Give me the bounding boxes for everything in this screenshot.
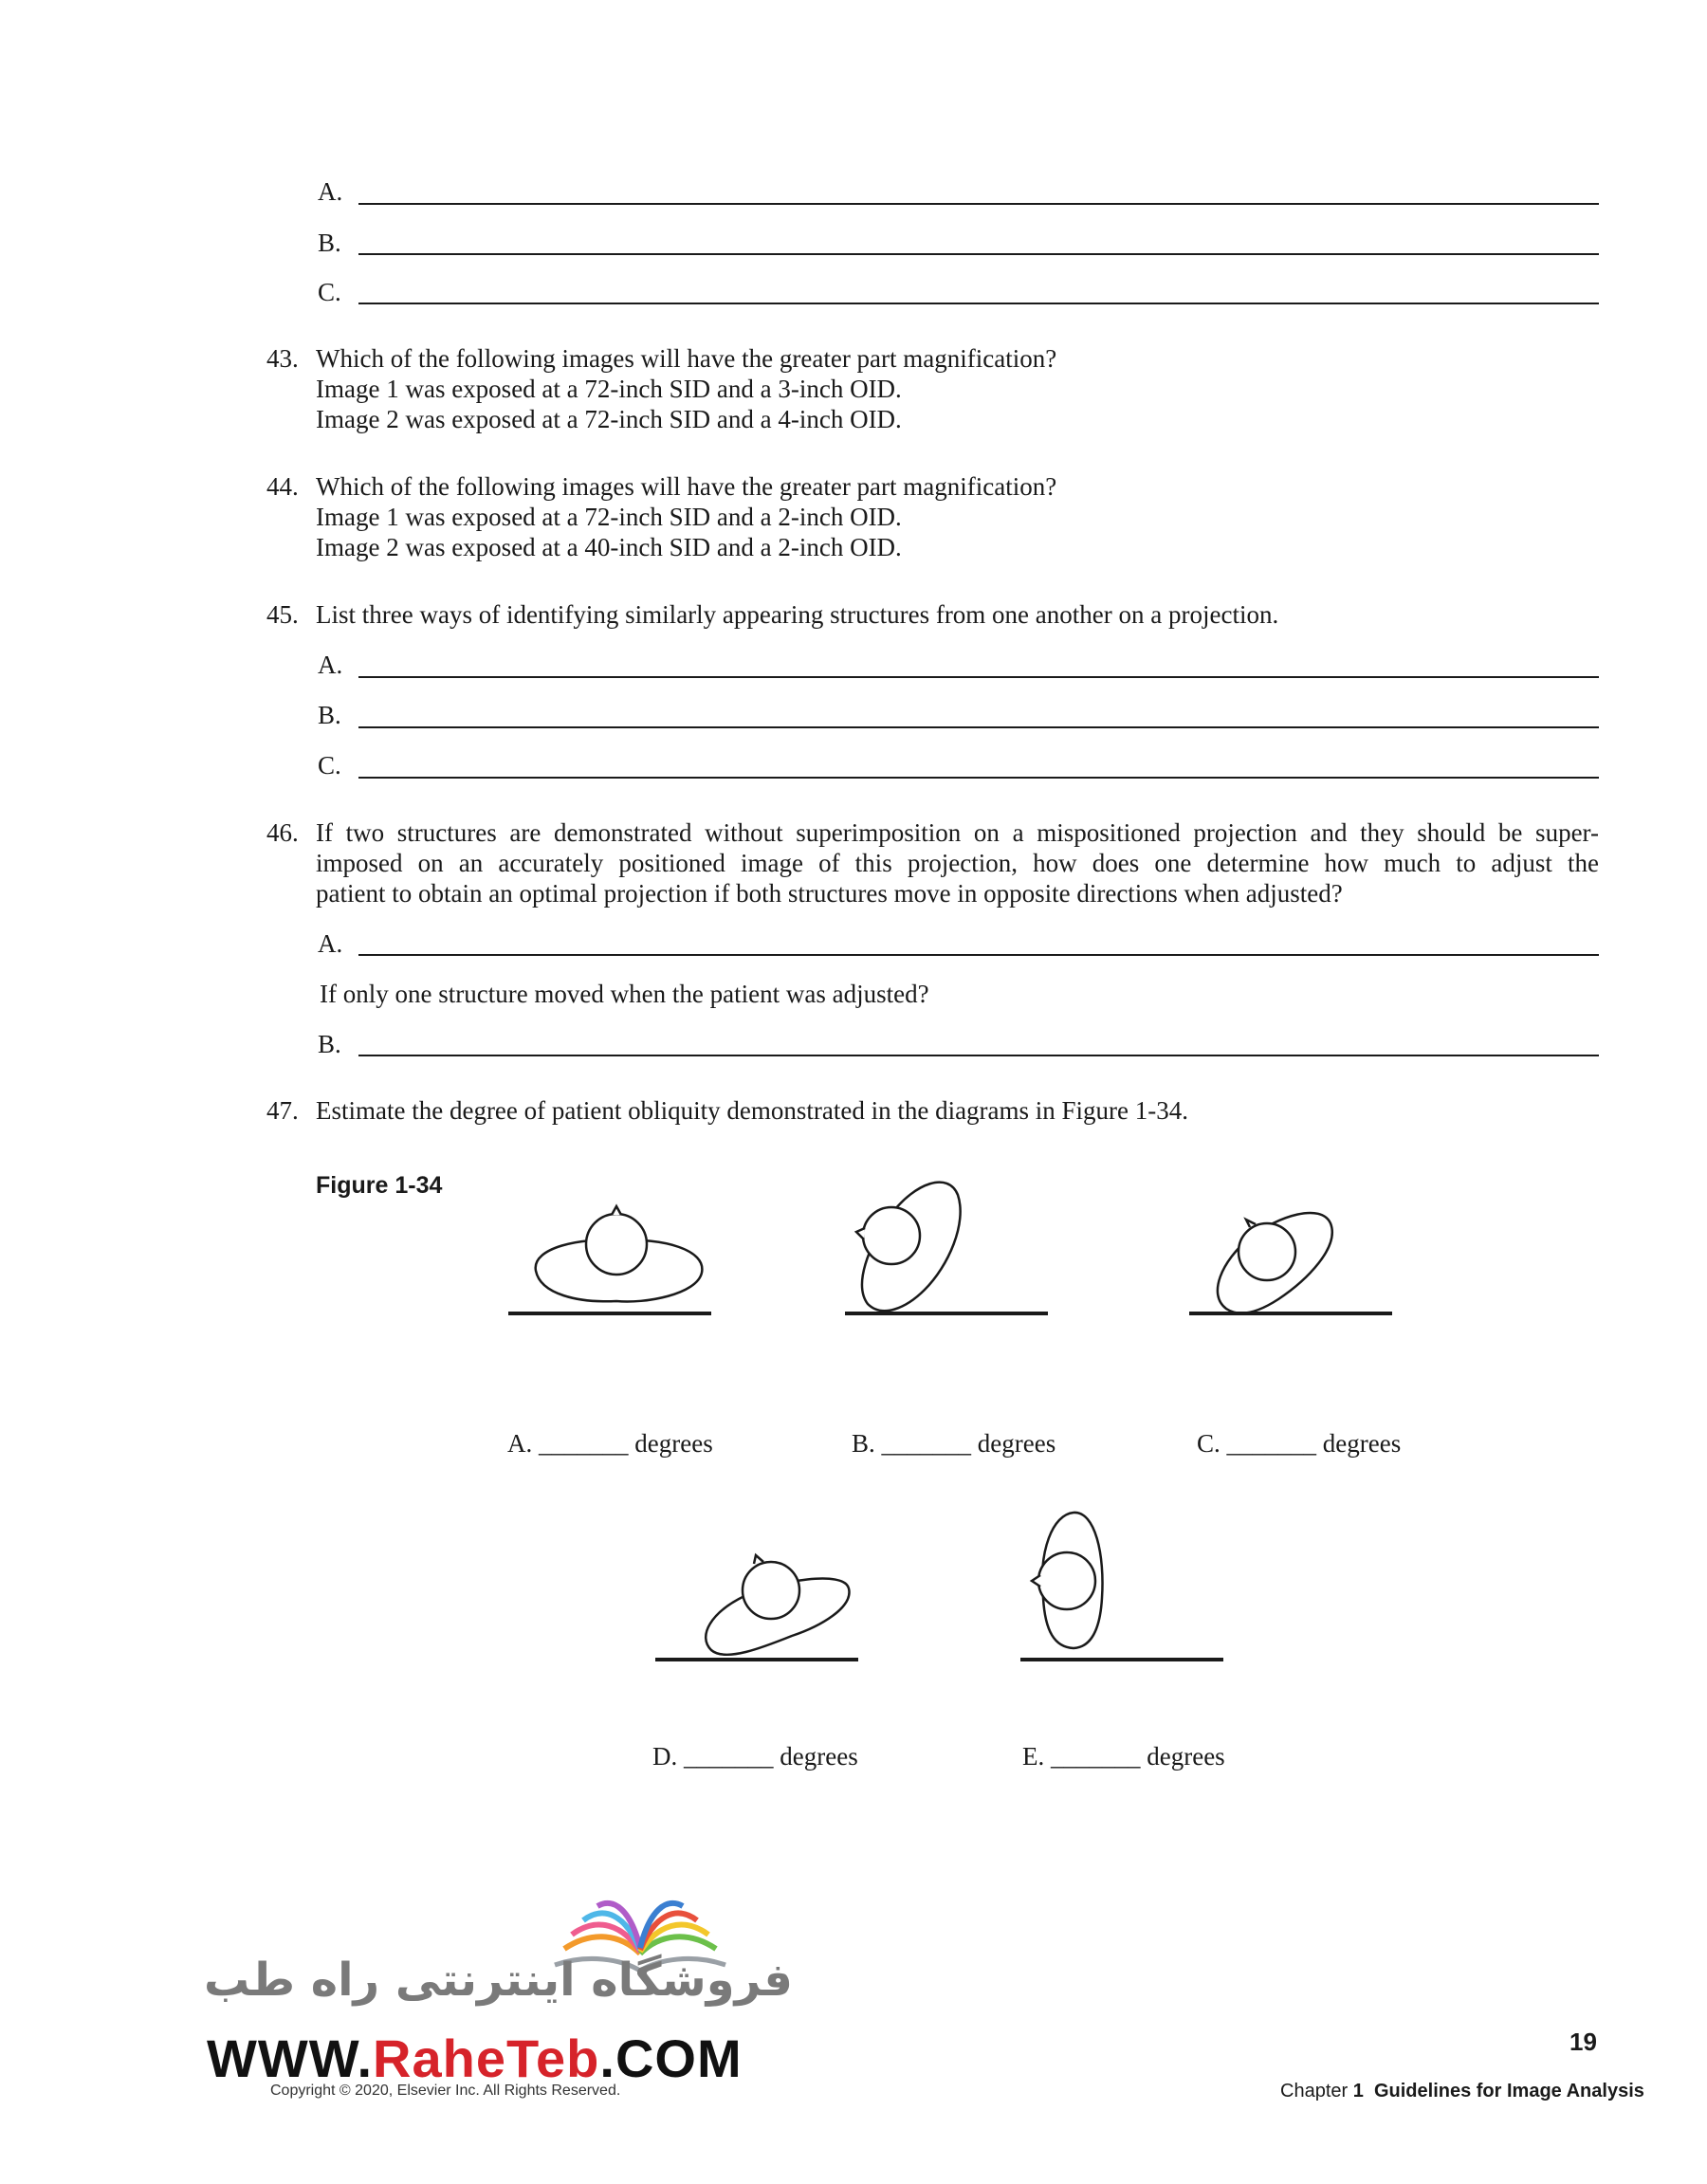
label-diagram-c: C. _______ degrees — [1197, 1429, 1402, 1458]
q45-number: 45. — [266, 600, 299, 629]
obliquity-diagram-c — [1184, 1195, 1411, 1332]
q46-a-answer-line[interactable] — [358, 954, 1599, 956]
label-diagram-a: A. _______ degrees — [507, 1429, 713, 1458]
q46-b-answer-line[interactable] — [358, 1055, 1599, 1056]
chapter-number: 1 — [1352, 2081, 1364, 2101]
q44-line1: Which of the following images will have the greater part magnification? — [316, 472, 1057, 501]
copyright-notice: Copyright © 2020, Elsevier Inc. All Rights Reserved. — [270, 2083, 621, 2099]
chapter-footer — [1280, 2081, 1644, 2102]
q47-number: 47. — [266, 1096, 299, 1125]
watermark-url-prefix: WWW. — [207, 2028, 374, 2088]
label-diagram-d: D. _______ degrees — [652, 1742, 858, 1771]
q46-line3: patient to obtain an optimal projection if both structures move in opposite directions when adjusted? — [316, 879, 1343, 908]
q45-text: List three ways of identifying similarly appearing structures from one another on a projection. — [316, 600, 1279, 629]
q45-c-label: C. — [318, 751, 341, 780]
q42-b-answer-line[interactable] — [358, 253, 1599, 255]
q46-b-label: B. — [318, 1030, 341, 1058]
q44-line2: Image 1 was exposed at a 72-inch SID and a 2-inch OID. — [316, 503, 902, 531]
q47-text: Estimate the degree of patient obliquity demonstrated in the diagrams in Figure 1-34. — [316, 1096, 1189, 1125]
q43-line3: Image 2 was exposed at a 72-inch SID and a 4-inch OID. — [316, 405, 902, 433]
label-diagram-b: B. _______ degrees — [852, 1429, 1056, 1458]
q44-line3: Image 2 was exposed at a 40-inch SID and a 2-inch OID. — [316, 533, 902, 561]
q45-b-label: B. — [318, 701, 341, 729]
watermark-url-brand: RaheTeb — [373, 2028, 600, 2088]
q43-line2: Image 1 was exposed at a 72-inch SID and a 3-inch OID. — [316, 375, 902, 403]
q42-c-label: C. — [318, 278, 341, 306]
q46-subquestion: If only one structure moved when the patient was adjusted? — [320, 980, 929, 1008]
q45-a-answer-line[interactable] — [358, 676, 1599, 678]
watermark-url — [207, 2028, 743, 2089]
page-number: 19 — [1569, 2028, 1597, 2056]
q46-line2: imposed on an accurately positioned image of this projection, how does one determine how much to adjust the — [316, 849, 1599, 877]
q42-a-answer-line[interactable] — [358, 203, 1599, 205]
obliquity-diagram-b — [839, 1171, 1067, 1332]
q46-line1: If two structures are demonstrated without superimposition on a mispositioned projection and they should be super- — [316, 818, 1599, 847]
q45-a-label: A. — [318, 651, 343, 679]
obliquity-diagram-e — [1015, 1503, 1242, 1669]
chapter-title: Guidelines for Image Analysis — [1373, 2081, 1644, 2101]
q42-b-label: B. — [318, 229, 341, 257]
q46-a-label: A. — [318, 929, 343, 958]
q45-c-answer-line[interactable] — [358, 777, 1599, 779]
q43-line1: Which of the following images will have the greater part magnification? — [316, 344, 1057, 373]
obliquity-diagram-a — [503, 1195, 730, 1332]
chapter-word: Chapter — [1280, 2081, 1349, 2101]
q42-a-label: A. — [318, 177, 343, 206]
obliquity-diagram-d — [650, 1541, 877, 1679]
q44-number: 44. — [266, 472, 299, 501]
watermark-url-suffix: .COM — [599, 2028, 743, 2088]
watermark-persian-text: فروشگاه اینترنتی راه طب — [204, 1954, 793, 2007]
figure-caption: Figure 1-34 — [316, 1172, 443, 1199]
q46-number: 46. — [266, 818, 299, 847]
label-diagram-e: E. _______ degrees — [1022, 1742, 1225, 1771]
q43-number: 43. — [266, 344, 299, 373]
q42-c-answer-line[interactable] — [358, 303, 1599, 304]
q45-b-answer-line[interactable] — [358, 726, 1599, 728]
